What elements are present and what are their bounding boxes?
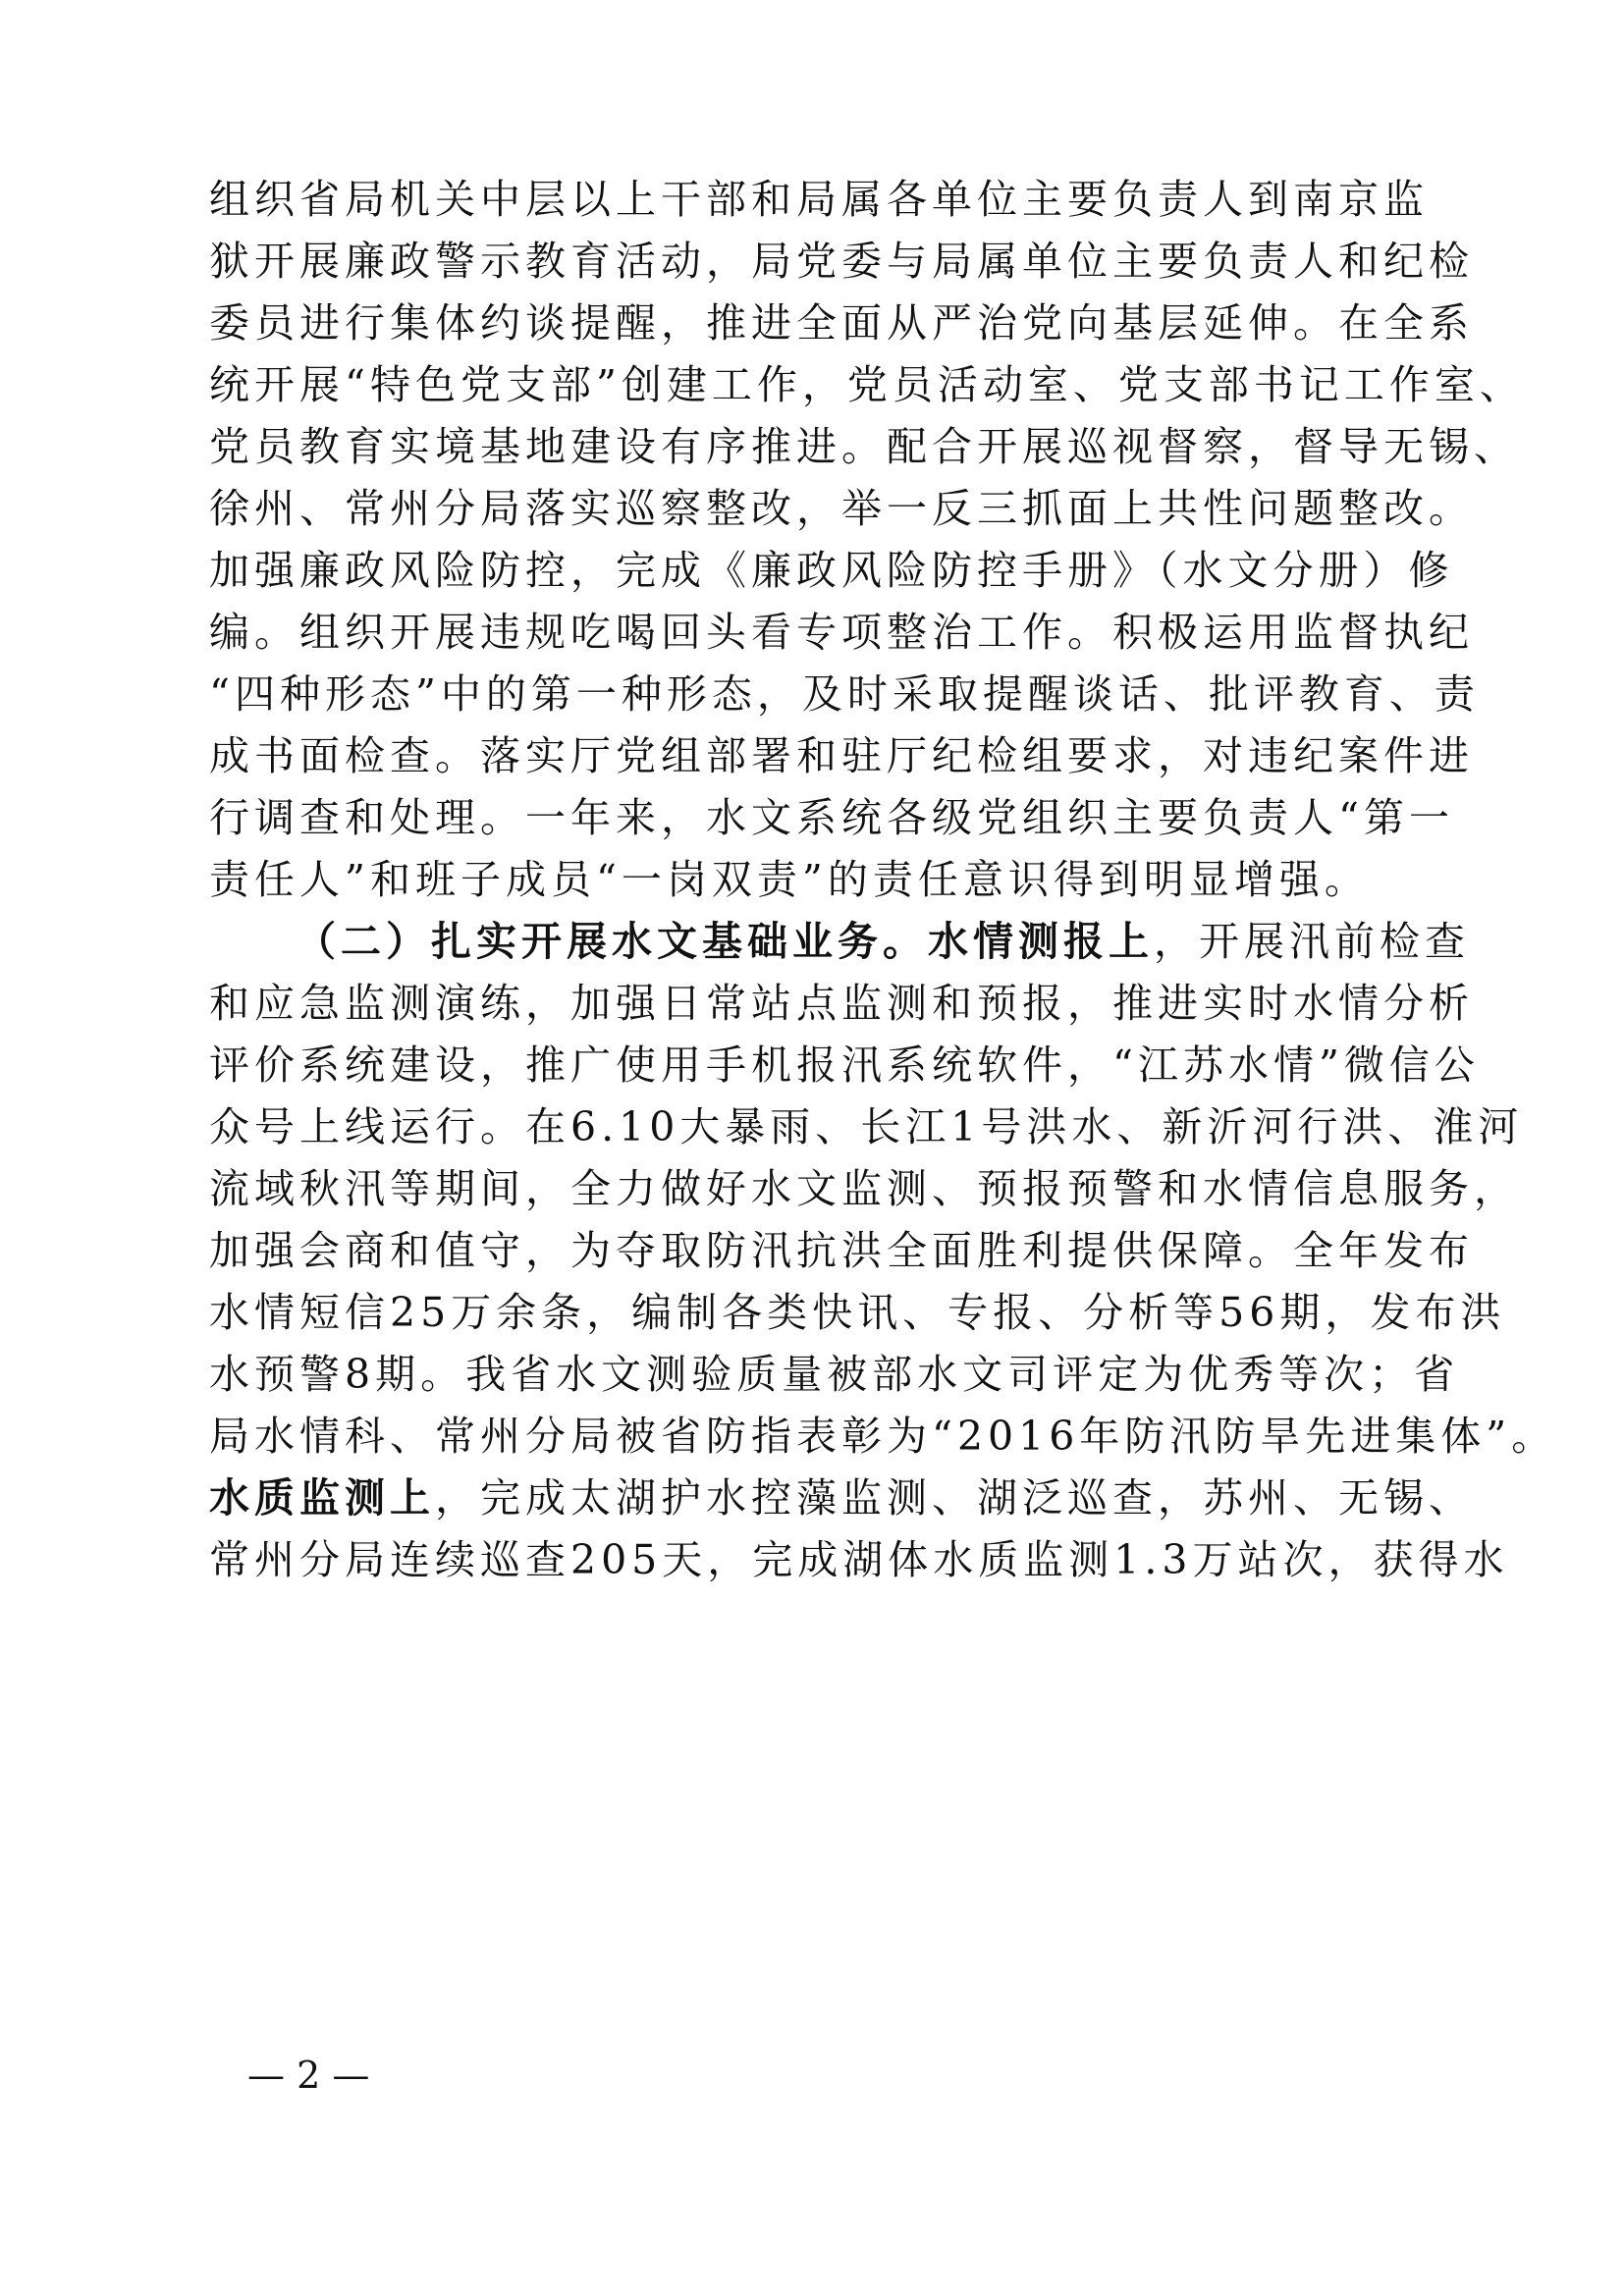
subsection-line [209,1468,1474,1527]
body-text-line: 流域秋汛等期间，全力做好水文监测、预报预警和水情信息服务， [209,1165,1519,1212]
body-text-line: “四种形态”中的第一种形态，及时采取提醒谈话、批评教育、责 [209,670,1480,718]
subsection-heading: 水质监测上 [209,1474,435,1522]
body-text-line: 成书面检查。落实厅党组部署和驻厅纪检组要求，对违纪案件进 [209,732,1474,779]
body-text-line: 局水情科、常州分局被省防指表彰为“2016年防汛防旱先进集体”。 [209,1413,1557,1460]
body-text-line: 常州分局连续巡查205天，完成湖体水质监测1.3万站次，获得水 [209,1536,1509,1583]
body-text-line: 组织省局机关中层以上干部和局属各单位主要负责人到南京监 [209,176,1429,223]
body-text-line: 编。组织开展违规吃喝回头看专项整治工作。积极运用监督执纪 [209,609,1474,656]
body-text-line: 委员进行集体约谈提醒，推进全面从严治党向基层延伸。在全系 [209,299,1474,347]
body-text: ，开展汛前检查 [1154,918,1470,965]
section-heading: （二）扎实开展水文基础业务。水情测报上 [296,918,1154,965]
body-text-line: 狱开展廉政警示教育活动，局党委与局属单位主要负责人和纪检 [209,238,1474,285]
body-text-line: 水预警8期。我省水文测验质量被部水文司评定为优秀等次；省 [209,1351,1460,1398]
body-text: ，完成太湖护水控藻监测、湖泛巡查，苏州、无锡、 [435,1474,1474,1522]
body-text-line: 统开展“特色党支部”创建工作，党员活动室、党支部书记工作室、 [209,361,1525,408]
body-text-line: 责任人”和班子成员“一岗双责”的责任意识得到明显增强。 [209,856,1370,903]
body-text-line: 党员教育实境基地建设有序推进。配合开展巡视督察，督导无锡、 [209,423,1519,470]
body-text-line: 加强廉政风险防控，完成《廉政风险防控手册》（水文分册）修 [209,547,1454,594]
section-heading-line [296,912,1513,971]
body-text-line: 和应急监测演练，加强日常站点监测和预报，推进实时水情分析 [209,980,1474,1027]
body-text-line: 水情短信25万余条，编制各类快讯、专报、分析等56期，发布洪 [209,1289,1506,1336]
body-text-line: 行调查和处理。一年来，水文系统各级党组织主要负责人“第一 [209,794,1454,841]
body-text-line: 评价系统建设，推广使用手机报汛系统软件，“江苏水情”微信公 [209,1041,1480,1089]
body-text-line: 众号上线运行。在6.10大暴雨、长江1号洪水、新沂河行洪、淮河 [209,1103,1524,1150]
page-number: — 2 — [247,2054,370,2097]
body-text-line: 加强会商和值守，为夺取防汛抗洪全面胜利提供保障。全年发布 [209,1227,1474,1274]
body-text-line: 徐州、常州分局落实巡察整改，举一反三抓面上共性问题整改。 [209,485,1474,532]
